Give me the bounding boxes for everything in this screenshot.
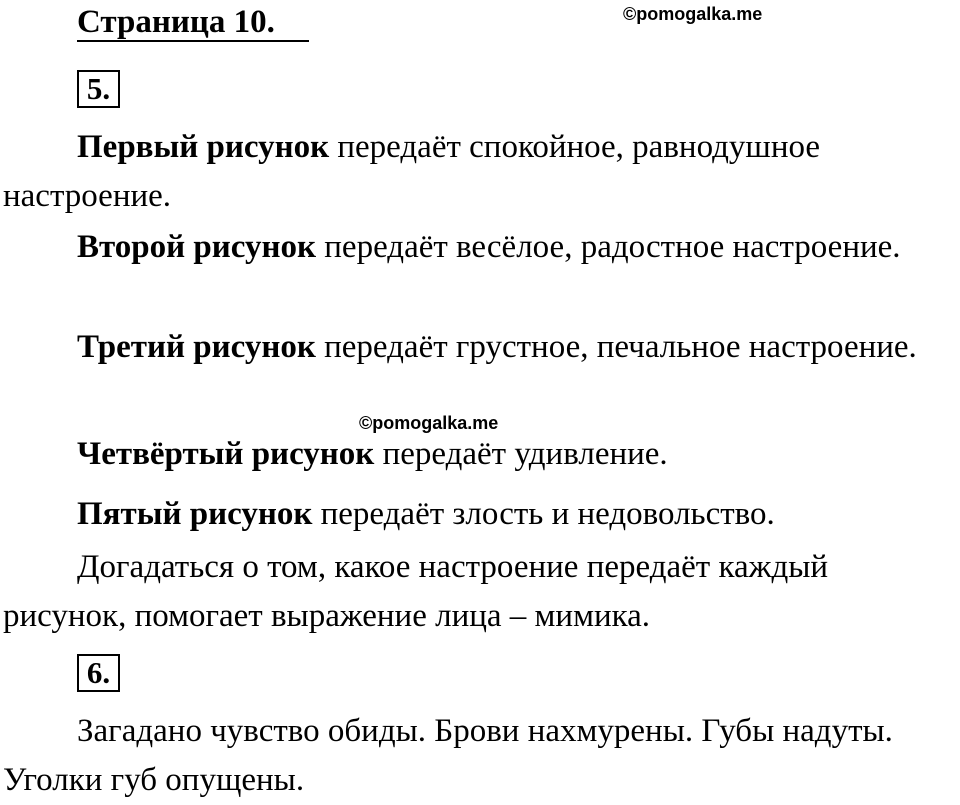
watermark-middle: ©pomogalka.me — [359, 413, 499, 433]
task5-item-5-subject: Пятый рисунок — [77, 496, 313, 532]
page-title-underline — [77, 40, 309, 42]
task5-item-3-subject: Третий рисунок — [77, 329, 316, 365]
watermark-top: ©pomogalka.me — [623, 4, 763, 24]
task5-item-4-subject: Четвёртый рисунок — [77, 436, 375, 472]
page-title: Страница 10. — [77, 4, 275, 40]
task-number-5: 5. — [77, 70, 120, 108]
task5-item-4 — [3, 430, 953, 479]
task5-item-1-subject: Первый рисунок — [77, 129, 330, 165]
task5-item-1-text: передаёт спокойное, равнодушное настроение. — [3, 129, 821, 214]
task5-item-4-text: передаёт удивление. — [374, 436, 668, 472]
task5-item-1 — [3, 123, 953, 221]
task5-item-2-text: передаёт весёлое, радостное настроение. — [316, 229, 901, 265]
task5-item-3-text: передаёт грустное, печальное настроение. — [315, 329, 917, 365]
task5-item-2 — [3, 223, 953, 272]
task5-item-3 — [3, 323, 953, 372]
task5-item-5-text: передаёт злость и недовольство. — [312, 496, 775, 532]
task-number-6: 6. — [77, 654, 120, 692]
task5-item-2-subject: Второй рисунок — [77, 229, 317, 265]
task6-answer: Загадано чувство обиды. Брови нахмурены. Губы надуты. Уголки губ опущены. — [3, 713, 893, 798]
task5-conclusion: Догадаться о том, какое настроение передаёт каждый рисунок, помогает выражение лица – мимика. — [3, 549, 829, 634]
task5-item-5 — [3, 490, 953, 539]
